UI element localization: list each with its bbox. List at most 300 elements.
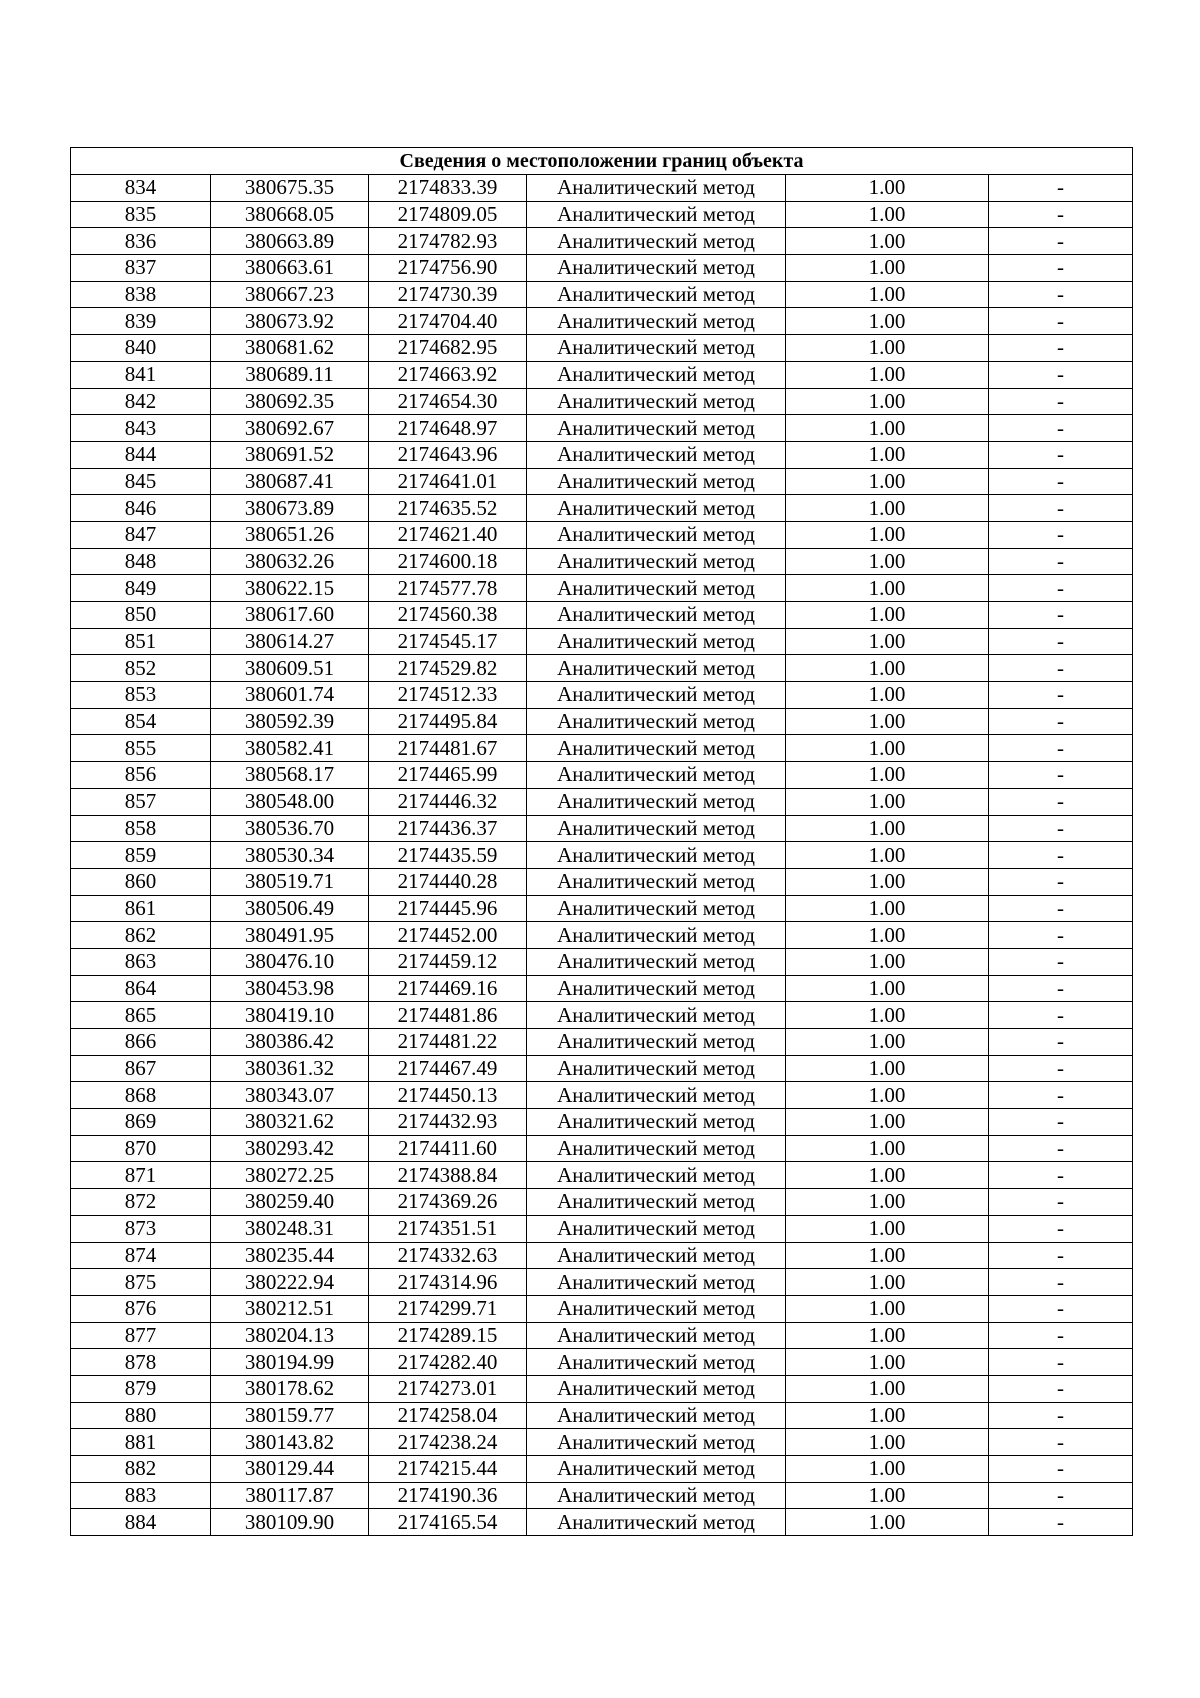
description-cell: -: [989, 788, 1133, 815]
method-cell: Аналитический метод: [527, 1375, 786, 1402]
accuracy-cell: 1.00: [786, 228, 989, 255]
x-coordinate-cell: 380129.44: [211, 1456, 369, 1483]
description-cell: -: [989, 175, 1133, 202]
point-number-cell: 840: [71, 335, 211, 362]
table-row: [71, 1269, 1133, 1296]
table-row: [71, 308, 1133, 335]
description-cell: -: [989, 521, 1133, 548]
point-number-cell: 860: [71, 868, 211, 895]
table-row: [71, 1402, 1133, 1429]
method-cell: Аналитический метод: [527, 1082, 786, 1109]
description-cell: -: [989, 308, 1133, 335]
accuracy-cell: 1.00: [786, 441, 989, 468]
accuracy-cell: 1.00: [786, 735, 989, 762]
y-coordinate-cell: 2174481.67: [369, 735, 527, 762]
accuracy-cell: 1.00: [786, 415, 989, 442]
x-coordinate-cell: 380663.89: [211, 228, 369, 255]
table-row: [71, 788, 1133, 815]
point-number-cell: 850: [71, 602, 211, 629]
y-coordinate-cell: 2174730.39: [369, 281, 527, 308]
description-cell: -: [989, 1429, 1133, 1456]
y-coordinate-cell: 2174351.51: [369, 1215, 527, 1242]
point-number-cell: 861: [71, 895, 211, 922]
y-coordinate-cell: 2174467.49: [369, 1055, 527, 1082]
x-coordinate-cell: 380622.15: [211, 575, 369, 602]
y-coordinate-cell: 2174314.96: [369, 1269, 527, 1296]
description-cell: -: [989, 602, 1133, 629]
accuracy-cell: 1.00: [786, 388, 989, 415]
method-cell: Аналитический метод: [527, 1456, 786, 1483]
table-row: [71, 281, 1133, 308]
accuracy-cell: 1.00: [786, 335, 989, 362]
y-coordinate-cell: 2174299.71: [369, 1295, 527, 1322]
y-coordinate-cell: 2174663.92: [369, 361, 527, 388]
method-cell: Аналитический метод: [527, 255, 786, 282]
description-cell: -: [989, 1509, 1133, 1536]
method-cell: Аналитический метод: [527, 628, 786, 655]
point-number-cell: 842: [71, 388, 211, 415]
table-row: [71, 1429, 1133, 1456]
method-cell: Аналитический метод: [527, 1429, 786, 1456]
point-number-cell: 867: [71, 1055, 211, 1082]
y-coordinate-cell: 2174273.01: [369, 1375, 527, 1402]
y-coordinate-cell: 2174388.84: [369, 1162, 527, 1189]
x-coordinate-cell: 380519.71: [211, 868, 369, 895]
y-coordinate-cell: 2174469.16: [369, 975, 527, 1002]
table-row: [71, 1162, 1133, 1189]
point-number-cell: 849: [71, 575, 211, 602]
point-number-cell: 875: [71, 1269, 211, 1296]
accuracy-cell: 1.00: [786, 602, 989, 629]
method-cell: Аналитический метод: [527, 868, 786, 895]
accuracy-cell: 1.00: [786, 1082, 989, 1109]
y-coordinate-cell: 2174600.18: [369, 548, 527, 575]
accuracy-cell: 1.00: [786, 495, 989, 522]
x-coordinate-cell: 380548.00: [211, 788, 369, 815]
method-cell: Аналитический метод: [527, 682, 786, 709]
y-coordinate-cell: 2174654.30: [369, 388, 527, 415]
method-cell: Аналитический метод: [527, 468, 786, 495]
accuracy-cell: 1.00: [786, 255, 989, 282]
description-cell: -: [989, 1162, 1133, 1189]
point-number-cell: 841: [71, 361, 211, 388]
accuracy-cell: 1.00: [786, 788, 989, 815]
table-row: [71, 682, 1133, 709]
accuracy-cell: 1.00: [786, 308, 989, 335]
method-cell: Аналитический метод: [527, 1295, 786, 1322]
point-number-cell: 870: [71, 1135, 211, 1162]
table-title: Сведения о местоположении границ объекта: [71, 148, 1133, 175]
table-row: [71, 1002, 1133, 1029]
method-cell: Аналитический метод: [527, 1402, 786, 1429]
method-cell: Аналитический метод: [527, 1135, 786, 1162]
accuracy-cell: 1.00: [786, 1456, 989, 1483]
description-cell: -: [989, 575, 1133, 602]
point-number-cell: 859: [71, 842, 211, 869]
table-row: [71, 495, 1133, 522]
accuracy-cell: 1.00: [786, 548, 989, 575]
x-coordinate-cell: 380386.42: [211, 1029, 369, 1056]
y-coordinate-cell: 2174238.24: [369, 1429, 527, 1456]
x-coordinate-cell: 380617.60: [211, 602, 369, 629]
point-number-cell: 837: [71, 255, 211, 282]
description-cell: -: [989, 335, 1133, 362]
description-cell: -: [989, 1215, 1133, 1242]
accuracy-cell: 1.00: [786, 575, 989, 602]
accuracy-cell: 1.00: [786, 1402, 989, 1429]
table-row: [71, 1215, 1133, 1242]
y-coordinate-cell: 2174446.32: [369, 788, 527, 815]
x-coordinate-cell: 380568.17: [211, 762, 369, 789]
accuracy-cell: 1.00: [786, 1295, 989, 1322]
point-number-cell: 873: [71, 1215, 211, 1242]
table-row: [71, 1135, 1133, 1162]
accuracy-cell: 1.00: [786, 468, 989, 495]
table-row: [71, 922, 1133, 949]
method-cell: Аналитический метод: [527, 548, 786, 575]
y-coordinate-cell: 2174435.59: [369, 842, 527, 869]
method-cell: Аналитический метод: [527, 1322, 786, 1349]
method-cell: Аналитический метод: [527, 1509, 786, 1536]
accuracy-cell: 1.00: [786, 175, 989, 202]
method-cell: Аналитический метод: [527, 948, 786, 975]
x-coordinate-cell: 380143.82: [211, 1429, 369, 1456]
accuracy-cell: 1.00: [786, 1509, 989, 1536]
x-coordinate-cell: 380673.92: [211, 308, 369, 335]
table-title-row: [71, 148, 1133, 175]
point-number-cell: 846: [71, 495, 211, 522]
accuracy-cell: 1.00: [786, 1109, 989, 1136]
table-row: [71, 1029, 1133, 1056]
table-row: [71, 441, 1133, 468]
y-coordinate-cell: 2174756.90: [369, 255, 527, 282]
description-cell: -: [989, 948, 1133, 975]
y-coordinate-cell: 2174481.22: [369, 1029, 527, 1056]
method-cell: Аналитический метод: [527, 1162, 786, 1189]
x-coordinate-cell: 380601.74: [211, 682, 369, 709]
boundary-coordinates-table: [70, 147, 1133, 1536]
description-cell: -: [989, 495, 1133, 522]
table-row: [71, 708, 1133, 735]
point-number-cell: 844: [71, 441, 211, 468]
accuracy-cell: 1.00: [786, 922, 989, 949]
table-row: [71, 735, 1133, 762]
y-coordinate-cell: 2174445.96: [369, 895, 527, 922]
method-cell: Аналитический метод: [527, 175, 786, 202]
x-coordinate-cell: 380117.87: [211, 1482, 369, 1509]
method-cell: Аналитический метод: [527, 735, 786, 762]
accuracy-cell: 1.00: [786, 1215, 989, 1242]
description-cell: -: [989, 842, 1133, 869]
table-row: [71, 1242, 1133, 1269]
y-coordinate-cell: 2174621.40: [369, 521, 527, 548]
description-cell: -: [989, 201, 1133, 228]
method-cell: Аналитический метод: [527, 708, 786, 735]
x-coordinate-cell: 380491.95: [211, 922, 369, 949]
description-cell: -: [989, 388, 1133, 415]
table-row: [71, 1189, 1133, 1216]
description-cell: -: [989, 255, 1133, 282]
accuracy-cell: 1.00: [786, 1375, 989, 1402]
x-coordinate-cell: 380632.26: [211, 548, 369, 575]
y-coordinate-cell: 2174512.33: [369, 682, 527, 709]
x-coordinate-cell: 380419.10: [211, 1002, 369, 1029]
method-cell: Аналитический метод: [527, 415, 786, 442]
accuracy-cell: 1.00: [786, 948, 989, 975]
table-row: [71, 175, 1133, 202]
method-cell: Аналитический метод: [527, 308, 786, 335]
description-cell: -: [989, 441, 1133, 468]
point-number-cell: 863: [71, 948, 211, 975]
method-cell: Аналитический метод: [527, 495, 786, 522]
table-row: [71, 1375, 1133, 1402]
x-coordinate-cell: 380668.05: [211, 201, 369, 228]
point-number-cell: 834: [71, 175, 211, 202]
point-number-cell: 858: [71, 815, 211, 842]
method-cell: Аналитический метод: [527, 922, 786, 949]
table-row: [71, 255, 1133, 282]
point-number-cell: 877: [71, 1322, 211, 1349]
method-cell: Аналитический метод: [527, 441, 786, 468]
point-number-cell: 845: [71, 468, 211, 495]
y-coordinate-cell: 2174452.00: [369, 922, 527, 949]
method-cell: Аналитический метод: [527, 842, 786, 869]
y-coordinate-cell: 2174369.26: [369, 1189, 527, 1216]
table-row: [71, 655, 1133, 682]
x-coordinate-cell: 380663.61: [211, 255, 369, 282]
description-cell: -: [989, 228, 1133, 255]
table-row: [71, 1082, 1133, 1109]
accuracy-cell: 1.00: [786, 1055, 989, 1082]
description-cell: -: [989, 1055, 1133, 1082]
x-coordinate-cell: 380687.41: [211, 468, 369, 495]
method-cell: Аналитический метод: [527, 388, 786, 415]
description-cell: -: [989, 1295, 1133, 1322]
method-cell: Аналитический метод: [527, 1189, 786, 1216]
method-cell: Аналитический метод: [527, 655, 786, 682]
description-cell: -: [989, 1109, 1133, 1136]
point-number-cell: 874: [71, 1242, 211, 1269]
description-cell: -: [989, 762, 1133, 789]
description-cell: -: [989, 895, 1133, 922]
x-coordinate-cell: 380321.62: [211, 1109, 369, 1136]
point-number-cell: 871: [71, 1162, 211, 1189]
accuracy-cell: 1.00: [786, 655, 989, 682]
table-row: [71, 468, 1133, 495]
point-number-cell: 852: [71, 655, 211, 682]
accuracy-cell: 1.00: [786, 361, 989, 388]
y-coordinate-cell: 2174436.37: [369, 815, 527, 842]
x-coordinate-cell: 380453.98: [211, 975, 369, 1002]
x-coordinate-cell: 380691.52: [211, 441, 369, 468]
y-coordinate-cell: 2174560.38: [369, 602, 527, 629]
description-cell: -: [989, 708, 1133, 735]
point-number-cell: 866: [71, 1029, 211, 1056]
description-cell: -: [989, 1029, 1133, 1056]
table-row: [71, 1349, 1133, 1376]
table-row: [71, 602, 1133, 629]
method-cell: Аналитический метод: [527, 228, 786, 255]
y-coordinate-cell: 2174289.15: [369, 1322, 527, 1349]
y-coordinate-cell: 2174682.95: [369, 335, 527, 362]
table-row: [71, 228, 1133, 255]
description-cell: -: [989, 1189, 1133, 1216]
point-number-cell: 865: [71, 1002, 211, 1029]
description-cell: -: [989, 1456, 1133, 1483]
description-cell: -: [989, 628, 1133, 655]
point-number-cell: 881: [71, 1429, 211, 1456]
method-cell: Аналитический метод: [527, 895, 786, 922]
table-row: [71, 388, 1133, 415]
x-coordinate-cell: 380109.90: [211, 1509, 369, 1536]
x-coordinate-cell: 380667.23: [211, 281, 369, 308]
point-number-cell: 848: [71, 548, 211, 575]
method-cell: Аналитический метод: [527, 1269, 786, 1296]
x-coordinate-cell: 380159.77: [211, 1402, 369, 1429]
x-coordinate-cell: 380476.10: [211, 948, 369, 975]
y-coordinate-cell: 2174495.84: [369, 708, 527, 735]
accuracy-cell: 1.00: [786, 281, 989, 308]
x-coordinate-cell: 380681.62: [211, 335, 369, 362]
description-cell: -: [989, 868, 1133, 895]
method-cell: Аналитический метод: [527, 1109, 786, 1136]
accuracy-cell: 1.00: [786, 868, 989, 895]
description-cell: -: [989, 682, 1133, 709]
accuracy-cell: 1.00: [786, 1322, 989, 1349]
table-row: [71, 1109, 1133, 1136]
x-coordinate-cell: 380343.07: [211, 1082, 369, 1109]
accuracy-cell: 1.00: [786, 628, 989, 655]
point-number-cell: 884: [71, 1509, 211, 1536]
y-coordinate-cell: 2174165.54: [369, 1509, 527, 1536]
y-coordinate-cell: 2174450.13: [369, 1082, 527, 1109]
x-coordinate-cell: 380272.25: [211, 1162, 369, 1189]
point-number-cell: 883: [71, 1482, 211, 1509]
x-coordinate-cell: 380293.42: [211, 1135, 369, 1162]
table-row: [71, 628, 1133, 655]
x-coordinate-cell: 380506.49: [211, 895, 369, 922]
point-number-cell: 878: [71, 1349, 211, 1376]
x-coordinate-cell: 380689.11: [211, 361, 369, 388]
accuracy-cell: 1.00: [786, 1189, 989, 1216]
x-coordinate-cell: 380235.44: [211, 1242, 369, 1269]
table-row: [71, 1322, 1133, 1349]
y-coordinate-cell: 2174643.96: [369, 441, 527, 468]
accuracy-cell: 1.00: [786, 762, 989, 789]
method-cell: Аналитический метод: [527, 1215, 786, 1242]
y-coordinate-cell: 2174465.99: [369, 762, 527, 789]
table-row: [71, 1482, 1133, 1509]
y-coordinate-cell: 2174833.39: [369, 175, 527, 202]
x-coordinate-cell: 380178.62: [211, 1375, 369, 1402]
description-cell: -: [989, 735, 1133, 762]
y-coordinate-cell: 2174215.44: [369, 1456, 527, 1483]
method-cell: Аналитический метод: [527, 788, 786, 815]
method-cell: Аналитический метод: [527, 521, 786, 548]
description-cell: -: [989, 1402, 1133, 1429]
point-number-cell: 879: [71, 1375, 211, 1402]
description-cell: -: [989, 1322, 1133, 1349]
description-cell: -: [989, 361, 1133, 388]
table-row: [71, 1509, 1133, 1536]
description-cell: -: [989, 415, 1133, 442]
accuracy-cell: 1.00: [786, 708, 989, 735]
method-cell: Аналитический метод: [527, 1482, 786, 1509]
accuracy-cell: 1.00: [786, 521, 989, 548]
point-number-cell: 868: [71, 1082, 211, 1109]
accuracy-cell: 1.00: [786, 1269, 989, 1296]
table-row: [71, 335, 1133, 362]
description-cell: -: [989, 1135, 1133, 1162]
point-number-cell: 851: [71, 628, 211, 655]
method-cell: Аналитический метод: [527, 762, 786, 789]
x-coordinate-cell: 380204.13: [211, 1322, 369, 1349]
description-cell: -: [989, 1375, 1133, 1402]
x-coordinate-cell: 380194.99: [211, 1349, 369, 1376]
description-cell: -: [989, 1482, 1133, 1509]
y-coordinate-cell: 2174481.86: [369, 1002, 527, 1029]
table-row: [71, 762, 1133, 789]
y-coordinate-cell: 2174704.40: [369, 308, 527, 335]
description-cell: -: [989, 468, 1133, 495]
x-coordinate-cell: 380259.40: [211, 1189, 369, 1216]
accuracy-cell: 1.00: [786, 1242, 989, 1269]
table-row: [71, 521, 1133, 548]
point-number-cell: 853: [71, 682, 211, 709]
y-coordinate-cell: 2174529.82: [369, 655, 527, 682]
x-coordinate-cell: 380361.32: [211, 1055, 369, 1082]
table-body: [71, 148, 1133, 1536]
accuracy-cell: 1.00: [786, 815, 989, 842]
method-cell: Аналитический метод: [527, 1242, 786, 1269]
table-row: [71, 415, 1133, 442]
y-coordinate-cell: 2174258.04: [369, 1402, 527, 1429]
description-cell: -: [989, 1349, 1133, 1376]
accuracy-cell: 1.00: [786, 201, 989, 228]
description-cell: -: [989, 1242, 1133, 1269]
description-cell: -: [989, 1269, 1133, 1296]
x-coordinate-cell: 380530.34: [211, 842, 369, 869]
y-coordinate-cell: 2174440.28: [369, 868, 527, 895]
y-coordinate-cell: 2174190.36: [369, 1482, 527, 1509]
y-coordinate-cell: 2174545.17: [369, 628, 527, 655]
y-coordinate-cell: 2174411.60: [369, 1135, 527, 1162]
table-row: [71, 815, 1133, 842]
x-coordinate-cell: 380675.35: [211, 175, 369, 202]
description-cell: -: [989, 975, 1133, 1002]
y-coordinate-cell: 2174282.40: [369, 1349, 527, 1376]
table-row: [71, 948, 1133, 975]
x-coordinate-cell: 380673.89: [211, 495, 369, 522]
x-coordinate-cell: 380536.70: [211, 815, 369, 842]
point-number-cell: 872: [71, 1189, 211, 1216]
method-cell: Аналитический метод: [527, 1349, 786, 1376]
point-number-cell: 862: [71, 922, 211, 949]
accuracy-cell: 1.00: [786, 842, 989, 869]
accuracy-cell: 1.00: [786, 1429, 989, 1456]
accuracy-cell: 1.00: [786, 682, 989, 709]
point-number-cell: 835: [71, 201, 211, 228]
point-number-cell: 864: [71, 975, 211, 1002]
point-number-cell: 843: [71, 415, 211, 442]
description-cell: -: [989, 815, 1133, 842]
point-number-cell: 847: [71, 521, 211, 548]
method-cell: Аналитический метод: [527, 335, 786, 362]
table-row: [71, 895, 1133, 922]
description-cell: -: [989, 922, 1133, 949]
accuracy-cell: 1.00: [786, 1482, 989, 1509]
description-cell: -: [989, 655, 1133, 682]
